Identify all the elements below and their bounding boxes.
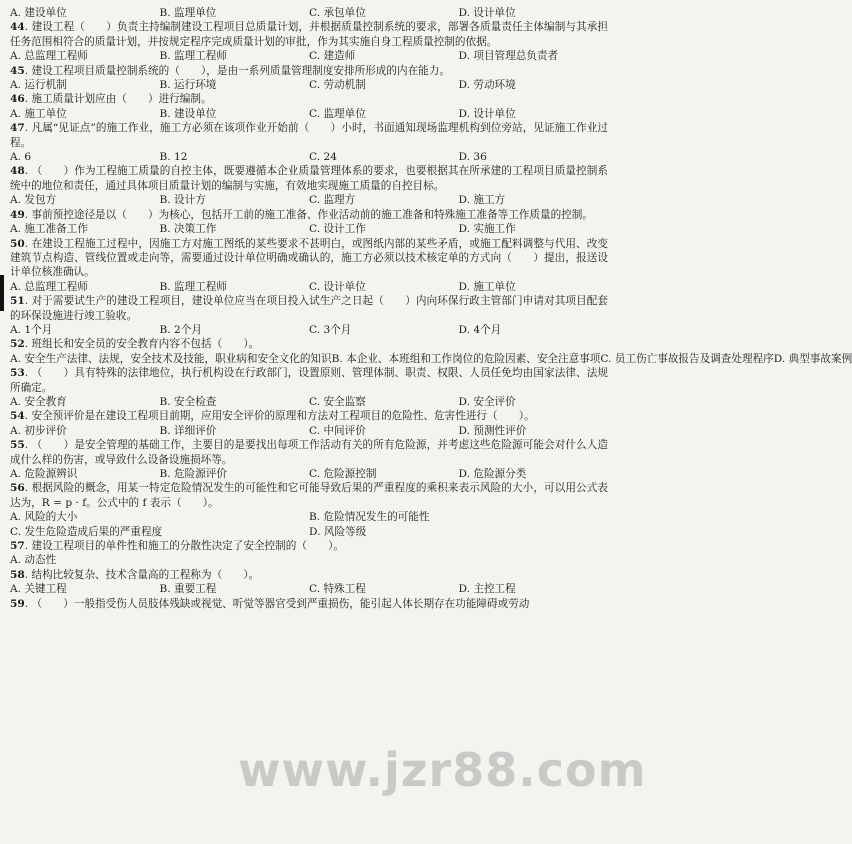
number-separator: . xyxy=(24,338,32,351)
option-b: B. 建设单位 xyxy=(159,107,217,120)
option-a: A. 发包方 xyxy=(10,194,57,207)
question-57 xyxy=(10,539,608,568)
question-number: 54 xyxy=(10,410,25,423)
option-c: C. 特殊工程 xyxy=(309,583,366,596)
number-separator: . xyxy=(24,93,32,106)
option-d: D. 4个月 xyxy=(458,323,502,336)
number-separator: . xyxy=(24,208,32,221)
option-a: A. 风险的大小 xyxy=(10,511,78,524)
question-stem xyxy=(10,597,608,611)
option-b: B. 监理工程师 xyxy=(159,50,227,63)
stem-text: 对于需要试生产的建设工程项目，建设单位应当在项目投入试生产之日起（ ）内向环保行政主管部门申请对其项目配套的环保设施进行竣工验收。 xyxy=(10,295,608,322)
stem-text: 施工质量计划应由（ ）进行编制。 xyxy=(31,93,212,106)
option-d: D. 项目管理总负责者 xyxy=(458,50,559,63)
number-separator: . xyxy=(24,410,32,423)
question-stem xyxy=(10,121,608,150)
options-row xyxy=(10,107,608,121)
question-number: 49 xyxy=(10,208,25,221)
stem-text: 安全预评价是在建设工程项目前期，应用安全评价的原理和方法对工程项目的危险性、危害性进行（ ）。 xyxy=(31,410,535,423)
options-row xyxy=(10,280,608,294)
option-b: B. 本企业、本班组和工作岗位的危险因素、安全注意事项 xyxy=(331,352,601,365)
option-b: B. 2个月 xyxy=(159,323,202,336)
option-a: A. 总监理工程师 xyxy=(10,50,88,63)
question-number: 53 xyxy=(10,367,25,380)
option-b: B. 危险源评价 xyxy=(159,468,227,480)
option-a: A. 危险源辨识 xyxy=(10,468,78,480)
number-separator: . xyxy=(24,295,32,308)
question-stem xyxy=(10,366,608,395)
option-c: C. 发生危险造成后果的严重程度 xyxy=(10,525,163,538)
question-number: 57 xyxy=(10,540,25,553)
watermark: www.jzr88.com xyxy=(238,743,647,797)
question-47 xyxy=(10,121,608,164)
option-c: C. 承包单位 xyxy=(309,7,366,19)
options-row xyxy=(10,78,608,92)
number-separator: . xyxy=(24,64,32,77)
option-b: B. 监理工程师 xyxy=(159,280,227,293)
question-44 xyxy=(10,20,608,63)
question-number: 55 xyxy=(10,439,25,452)
options-row xyxy=(10,424,608,438)
option-c: C. 24 xyxy=(309,151,337,164)
option-b: B. 决策工作 xyxy=(159,223,217,236)
question-58 xyxy=(10,568,608,597)
number-separator: . xyxy=(24,597,32,610)
number-separator: . xyxy=(24,367,32,380)
stem-text: 建设工程（ ）负责主持编制建设工程项目总质量计划，并根据质量控制系统的要求，部署各质量责任主体编制与其承担任务范围相符合的质量计划，并按规定程序完成质量计划的审批，作为其实施自身工程质量控制的依据。 xyxy=(10,21,608,48)
question-number: 47 xyxy=(10,122,25,135)
option-c: C. 中间评价 xyxy=(309,424,366,437)
options-row xyxy=(10,553,608,567)
stem-text: 根据风险的概念，用某一特定危险情况发生的可能性和它可能导致后果的严重程度的乘积来表示风险的大小，可以用公式表达为，R = p · f。公式中的 f 表示（ ）。 xyxy=(10,482,608,509)
question-number: 59 xyxy=(10,597,25,610)
options-row xyxy=(10,352,852,366)
question-number: 56 xyxy=(10,482,25,495)
option-d: D. 36 xyxy=(458,151,487,164)
option-d: D. 主控工程 xyxy=(458,583,516,596)
option-a: A. 关键工程 xyxy=(10,583,67,596)
option-d: D. 危险源分类 xyxy=(458,468,527,480)
question-stem xyxy=(10,64,608,78)
stem-text: 事前预控途径是以（ ）为核心，包括开工前的施工准备、作业活动前的施工准备和特殊施工准备等工作质量的控制。 xyxy=(31,208,593,221)
option-a: A. 施工单位 xyxy=(10,107,67,120)
number-separator: . xyxy=(24,21,32,34)
question-number: 44 xyxy=(10,21,25,34)
question-stem xyxy=(10,409,608,423)
option-d: D. 典型事故案例 xyxy=(773,352,852,365)
option-c: C. 建造师 xyxy=(309,50,356,63)
question-number: 48 xyxy=(10,165,25,178)
option-a: A. 安全教育 xyxy=(10,395,67,408)
stem-text: （ ）具有特殊的法律地位，执行机构设在行政部门，设置原则、管理体制、职责、权限、人员任免均由国家法律、法规所确定。 xyxy=(10,367,608,394)
question-stem xyxy=(10,438,608,467)
number-separator: . xyxy=(24,122,32,135)
option-b: B. 安全检查 xyxy=(159,395,217,408)
stem-text: （ ）一般指受伤人员肢体残缺或视觉、听觉等器官受到严重损伤，能引起人体长期存在功能障碍或劳动 xyxy=(31,597,530,610)
question-number: 45 xyxy=(10,64,25,77)
binding-mark xyxy=(0,275,4,311)
question-number: 46 xyxy=(10,93,25,106)
question-50 xyxy=(10,237,608,295)
stem-text: 建设工程项目质量控制系统的（ ），是由一系列质量管理制度安排所形成的内在能力。 xyxy=(31,64,450,77)
question-stem xyxy=(10,92,608,106)
stem-text: 凡属“见证点”的施工作业，施工方必须在该项作业开始前（ ）小时，书面通知现场监理机构到位旁站，见证施工作业过程。 xyxy=(10,122,608,149)
question-46 xyxy=(10,92,608,121)
question-stem xyxy=(10,539,608,553)
question-stem xyxy=(10,337,608,351)
option-b: B. 设计方 xyxy=(159,194,206,207)
question-48 xyxy=(10,164,608,207)
option-c: C. 设计单位 xyxy=(309,280,366,293)
option-a: A. 1个月 xyxy=(10,323,53,336)
option-a: A. 初步评价 xyxy=(10,424,67,437)
option-a: A. 施工准备工作 xyxy=(10,223,88,236)
question-45 xyxy=(10,64,608,93)
question-54 xyxy=(10,409,608,438)
number-separator: . xyxy=(24,237,32,250)
option-c: C. 危险源控制 xyxy=(309,468,377,480)
option-c: C. 员工伤亡事故报告及调查处理程序 xyxy=(600,352,774,365)
option-c: C. 3个月 xyxy=(309,323,352,336)
number-separator: . xyxy=(24,482,32,495)
number-separator: . xyxy=(24,540,32,553)
option-a: A. 运行机制 xyxy=(10,79,67,92)
question-list xyxy=(10,20,852,611)
option-d: D. 设计单位 xyxy=(458,7,516,19)
question-stem xyxy=(10,20,608,49)
question-51 xyxy=(10,294,608,337)
option-d: D. 设计单位 xyxy=(458,107,516,120)
option-d: D. 实施工作 xyxy=(458,223,516,236)
option-d: D. 风险等级 xyxy=(309,525,367,538)
options-row xyxy=(10,510,608,539)
option-d: D. 预测性评价 xyxy=(458,424,527,437)
question-stem xyxy=(10,481,608,510)
question-number: 52 xyxy=(10,338,25,351)
options-row xyxy=(10,150,608,164)
stem-text: 建设工程项目的单件性和施工的分散性决定了安全控制的（ ）。 xyxy=(31,540,345,553)
question-49 xyxy=(10,208,608,237)
option-d: D. 施工方 xyxy=(458,194,506,207)
option-c: C. 监理方 xyxy=(309,194,356,207)
option-a: A. 6 xyxy=(10,151,32,164)
question-stem xyxy=(10,568,608,582)
stem-text: 班组长和安全员的安全教育内容不包括（ ）。 xyxy=(31,338,260,351)
option-d: D. 安全评价 xyxy=(458,395,516,408)
question-56 xyxy=(10,481,608,539)
option-c: C. 设计工作 xyxy=(309,223,366,236)
question-stem xyxy=(10,294,608,323)
question-52 xyxy=(10,337,852,366)
question-number: 50 xyxy=(10,237,25,250)
number-separator: . xyxy=(24,165,32,178)
question-number: 58 xyxy=(10,568,25,581)
option-a: A. 建设单位 xyxy=(10,7,67,19)
question-stem xyxy=(10,237,608,280)
option-a: A. 动态性 xyxy=(10,554,57,567)
question-59 xyxy=(10,597,608,611)
options-row xyxy=(10,323,608,337)
q43-options xyxy=(10,6,608,20)
option-d: D. 劳动环境 xyxy=(458,79,516,92)
options-row xyxy=(10,395,608,409)
question-number: 51 xyxy=(10,295,25,308)
option-a: A. 安全生产法律、法规，安全技术及技能，职业病和安全文化的知识 xyxy=(10,352,332,365)
option-b: B. 危险情况发生的可能性 xyxy=(309,511,430,524)
number-separator: . xyxy=(24,439,32,452)
question-53 xyxy=(10,366,608,409)
question-55 xyxy=(10,438,608,481)
option-b: B. 监理单位 xyxy=(159,7,217,19)
option-c: C. 监理单位 xyxy=(309,107,366,120)
stem-text: 结构比较复杂、技术含量高的工程称为（ ）。 xyxy=(31,568,260,581)
stem-text: （ ）是安全管理的基础工作，主要目的是要找出每项工作活动有关的所有危险源，并考虑这些危险源可能会对什么人造成什么样的伤害，或导致什么设备设施损坏等。 xyxy=(10,439,608,466)
option-b: B. 12 xyxy=(159,151,188,164)
number-separator: . xyxy=(24,568,32,581)
option-d: D. 施工单位 xyxy=(458,280,516,293)
options-row xyxy=(10,582,608,596)
option-b: B. 详细评价 xyxy=(159,424,217,437)
option-c: C. 安全监察 xyxy=(309,395,366,408)
question-stem xyxy=(10,208,608,222)
stem-text: （ ）作为工程施工质量的自控主体，既要遵循本企业质量管理体系的要求，也要根据其在所承建的工程项目质量控制系统中的地位和责任，通过具体项目质量计划的编制与实施，有效地实现施工质量的自控目标。 xyxy=(10,165,608,192)
options-row xyxy=(10,222,608,236)
stem-text: 在建设工程施工过程中，因施工方对施工图纸的某些要求不甚明白，或图纸内部的某些矛盾，或施工配料调整与代用、改变建筑节点构造、管线位置或走向等，需要通过设计单位明确或确认的，施工方必须以技术核定单的方式向（ ）提出，报送设计单位核准确认。 xyxy=(10,237,608,279)
option-a: A. 总监理工程师 xyxy=(10,280,88,293)
options-row xyxy=(10,467,608,481)
option-c: C. 劳动机制 xyxy=(309,79,366,92)
question-stem xyxy=(10,164,608,193)
options-row xyxy=(10,49,608,63)
options-row xyxy=(10,193,608,207)
option-b: B. 重要工程 xyxy=(159,583,217,596)
option-b: B. 运行环境 xyxy=(159,79,217,92)
